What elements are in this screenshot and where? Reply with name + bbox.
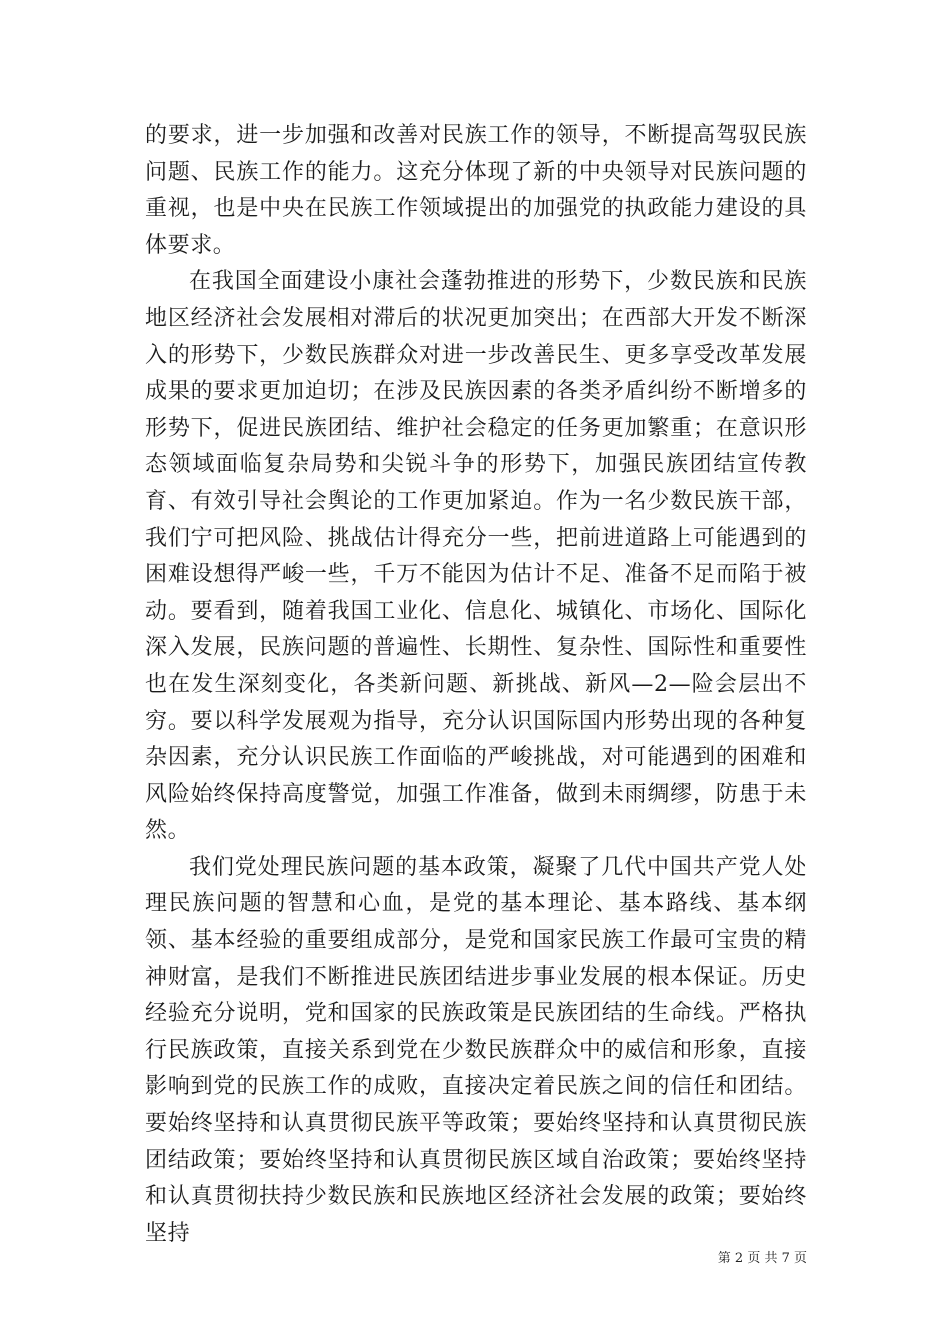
paragraph-2: 在我国全面建设小康社会蓬勃推进的形势下，少数民族和民族地区经济社会发展相对滞后的状况更加突出；在西部大开发不断深入的形势下，少数民族群众对进一步改善民生、更多享受改革发展成果的要求更加迫切；在涉及民族因素的各类矛盾纠纷不断增多的形势下，促进民族团结、维护社会稳定的任务更加繁重；在意识形态领域面临复杂局势和尖锐斗争的形势下，加强民族团结宣传教育、有效引导社会舆论的工作更加紧迫。作为一名少数民族干部，我们宁可把风险、挑战估计得充分一些，把前进道路上可能遇到的困难设想得严峻一些，千万不能因为估计不足、准备不足而陷于被动。要看到，随着我国工业化、信息化、城镇化、市场化、国际化深入发展，民族问题的普遍性、长期性、复杂性、国际性和重要性也在发生深刻变化，各类新问题、新挑战、新风—2—险会层出不穷。要以科学发展观为指导，充分认识国际国内形势出现的各种复杂因素，充分认识民族工作面临的严峻挑战，对可能遇到的困难和风险始终保持高度警觉，加强工作准备，做到未雨绸缪，防患于未然。 — [145, 269, 807, 844]
document-body — [145, 118, 807, 1252]
paragraph-3: 我们党处理民族问题的基本政策，凝聚了几代中国共产党人处理民族问题的智慧和心血，是党的基本理论、基本路线、基本纲领、基本经验的重要组成部分，是党和国家民族工作最可宝贵的精神财富，是我们不断推进民族团结进步事业发展的根本保证。历史经验充分说明，党和国家的民族政策是民族团结的生命线。严格执行民族政策，直接关系到党在少数民族群众中的威信和形象，直接影响到党的民族工作的成败，直接决定着民族之间的信任和团结。要始终坚持和认真贯彻民族平等政策；要始终坚持和认真贯彻民族团结政策；要始终坚持和认真贯彻民族区域自治政策；要始终坚持和认真贯彻扶持少数民族和民族地区经济社会发展的政策；要始终坚持 — [145, 854, 807, 1246]
paragraph-1: 的要求，进一步加强和改善对民族工作的领导，不断提高驾驭民族问题、民族工作的能力。这充分体现了新的中央领导对民族问题的重视，也是中央在民族工作领域提出的加强党的执政能力建设的具体要求。 — [145, 123, 807, 258]
page-number-footer: 第 2 页 共 7 页 — [717, 1251, 807, 1266]
